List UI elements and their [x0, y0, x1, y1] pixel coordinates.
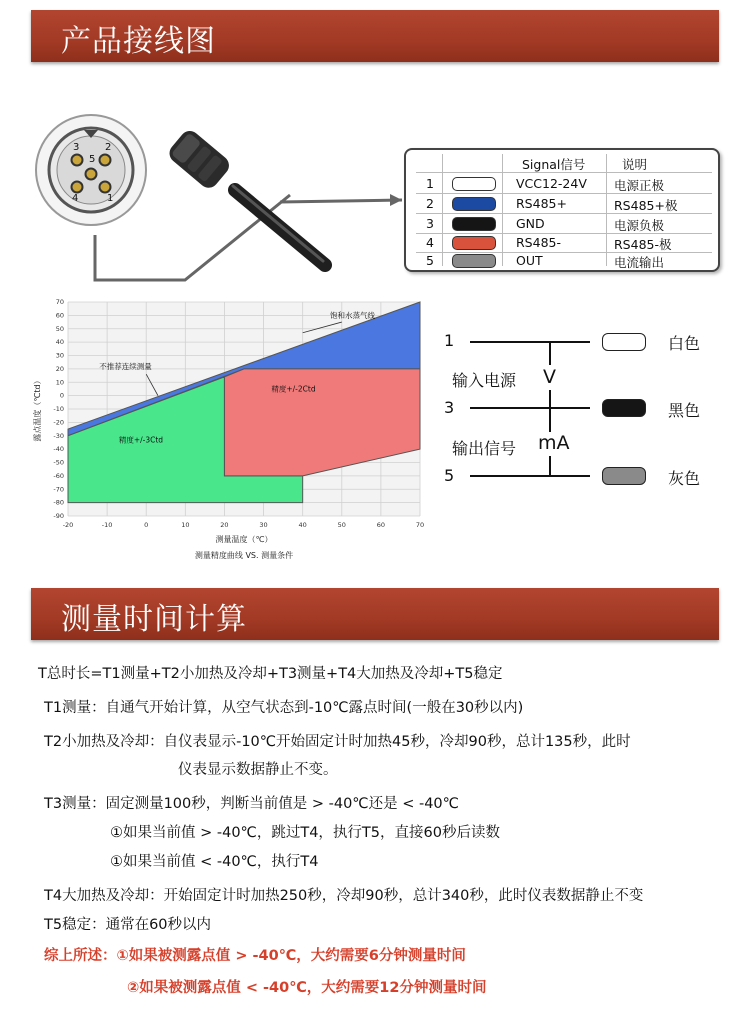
signal-name: RS485- — [516, 235, 561, 250]
accuracy-3-label: 精度+/-3Ctd — [118, 435, 164, 445]
timing-section-banner — [31, 588, 719, 640]
timing-summary-1: 综上所述：①如果被测露点值 > -40℃，大约需要6分钟测量时间 — [44, 948, 466, 964]
wire-color-swatch — [452, 217, 496, 231]
timing-t2-line1: T2小加热及冷却：自仪表显示-10℃开始固定计时加热45秒，冷却90秒，总计135秒，此时 — [44, 734, 631, 750]
timing-total: T总时长=T1测量+T2小加热及冷却+T3测量+T4大加热及冷却+T5稳定 — [38, 666, 503, 682]
x-tick-label: 20 — [220, 521, 229, 529]
y-tick-label: -60 — [53, 471, 64, 480]
output-signal-label: 输出信号 — [452, 439, 517, 458]
input-power-label: 输入电源 — [452, 371, 517, 390]
header-signal: Signal信号 — [522, 157, 586, 172]
signal-name: RS485+ — [516, 196, 567, 211]
signal-desc: RS485+极 — [614, 198, 678, 213]
wiring-section-title: 产品接线图 — [61, 24, 216, 59]
pin-label-1: 1 — [107, 193, 114, 204]
y-tick-label: -30 — [53, 431, 64, 440]
y-tick-label: 30 — [55, 351, 64, 360]
y-tick-label: 0 — [59, 391, 64, 400]
timing-t4: T4大加热及冷却：开始固定计时加热250秒，冷却90秒，总计340秒，此时仪表数据静止不变 — [44, 888, 644, 904]
x-tick-label: 60 — [376, 521, 386, 529]
signal-desc: RS485-极 — [614, 237, 672, 252]
timing-section-title: 测量时间计算 — [61, 602, 247, 637]
y-tick-label: 40 — [55, 338, 64, 347]
signal-num: 3 — [426, 216, 434, 231]
y-tick-label: -40 — [53, 445, 64, 454]
signal-row — [416, 234, 712, 252]
timing-t2-line2: 仪表显示数据静止不变。 — [178, 762, 338, 778]
header-desc: 说明 — [622, 157, 648, 172]
output-unit: mA — [538, 432, 570, 454]
pin-label-4: 4 — [72, 193, 79, 204]
y-tick-label: 60 — [55, 311, 64, 320]
signal-name: GND — [516, 216, 545, 231]
wire-color-swatch — [452, 177, 496, 191]
x-axis-label: 测量温度（℃） — [215, 535, 273, 544]
signal-table-header — [416, 154, 712, 172]
y-tick-label: -90 — [53, 512, 64, 520]
x-tick-label: -10 — [101, 521, 113, 529]
timing-summary-2: ②如果被测露点值 < -40℃，大约需要12分钟测量时间 — [127, 980, 487, 996]
signal-num: 2 — [426, 196, 434, 211]
y-tick-label: 10 — [55, 378, 64, 387]
input-unit: V — [543, 366, 556, 388]
y-tick-label: 50 — [55, 324, 64, 333]
timing-t3-case1: ①如果当前值 > -40℃，跳过T4，执行T5，直接60秒后读数 — [110, 825, 500, 841]
wiring-legend — [440, 320, 730, 500]
not-recommended-label: 不推荐连续测量 — [99, 361, 152, 371]
signal-row — [416, 215, 712, 233]
x-tick-label: 50 — [337, 521, 346, 529]
pin-label-3: 3 — [73, 142, 80, 153]
signal-row — [416, 175, 712, 193]
white-wire-swatch — [602, 333, 646, 351]
y-tick-label: -80 — [53, 498, 64, 507]
pin-label-5: 5 — [89, 154, 96, 165]
wire-color-black: 黑色 — [668, 401, 701, 420]
signal-name: VCC12-24V — [516, 176, 587, 191]
x-tick-label: -20 — [62, 521, 74, 529]
signal-desc: 电源负极 — [614, 218, 665, 233]
y-axis-label: 露点温度（℃td） — [33, 376, 42, 442]
y-tick-label: -10 — [53, 405, 64, 413]
y-tick-label: -50 — [53, 458, 64, 467]
y-tick-label: 20 — [55, 364, 64, 373]
y-tick-label: -70 — [53, 485, 64, 494]
x-tick-label: 10 — [181, 521, 190, 529]
signal-row — [416, 195, 712, 213]
gray-wire-swatch — [602, 467, 646, 485]
wire-color-swatch — [452, 197, 496, 211]
signal-num: 4 — [426, 235, 434, 250]
x-tick-label: 70 — [415, 521, 425, 529]
x-tick-label: 30 — [259, 521, 268, 529]
wire-pin-5: 5 — [444, 466, 455, 485]
wire-pin-3: 3 — [444, 398, 455, 417]
signal-desc: 电流输出 — [614, 255, 665, 270]
x-tick-label: 0 — [144, 521, 149, 529]
cable-illustration — [90, 120, 410, 290]
signal-table — [404, 148, 720, 272]
timing-t1: T1测量：自通气开始计算，从空气状态到-10℃露点时间(一般在30秒以内) — [44, 700, 524, 716]
wire-pin-1: 1 — [444, 331, 455, 350]
timing-t5: T5稳定：通常在60秒以内 — [44, 917, 212, 933]
x-tick-label: 40 — [298, 521, 307, 529]
signal-desc: 电源正极 — [614, 178, 665, 193]
accuracy-2-label: 精度+/-2Ctd — [271, 384, 316, 394]
signal-name: OUT — [516, 253, 543, 268]
chart-title: 测量精度曲线 VS. 测量条件 — [194, 551, 294, 560]
y-tick-label: -20 — [53, 418, 64, 427]
signal-num: 5 — [426, 253, 434, 268]
wire-color-swatch — [452, 236, 496, 250]
chart-svg — [30, 294, 432, 572]
wire-color-white: 白色 — [668, 334, 701, 353]
signal-num: 1 — [426, 176, 434, 191]
wire-color-gray: 灰色 — [668, 469, 701, 488]
timing-t3: T3测量：固定测量100秒，判断当前值是 > -40℃还是 < -40℃ — [44, 796, 459, 812]
wiring-section-banner — [31, 10, 719, 62]
y-tick-label: 70 — [55, 298, 64, 306]
timing-t3-case2: ①如果当前值 < -40℃，执行T4 — [110, 854, 319, 870]
black-wire-swatch — [602, 399, 646, 417]
pin-label-2: 2 — [105, 142, 112, 153]
saturation-line-label: 饱和水蒸气线 — [330, 311, 376, 321]
signal-row — [416, 252, 712, 270]
accuracy-chart — [30, 294, 432, 572]
wire-color-swatch — [452, 254, 496, 268]
